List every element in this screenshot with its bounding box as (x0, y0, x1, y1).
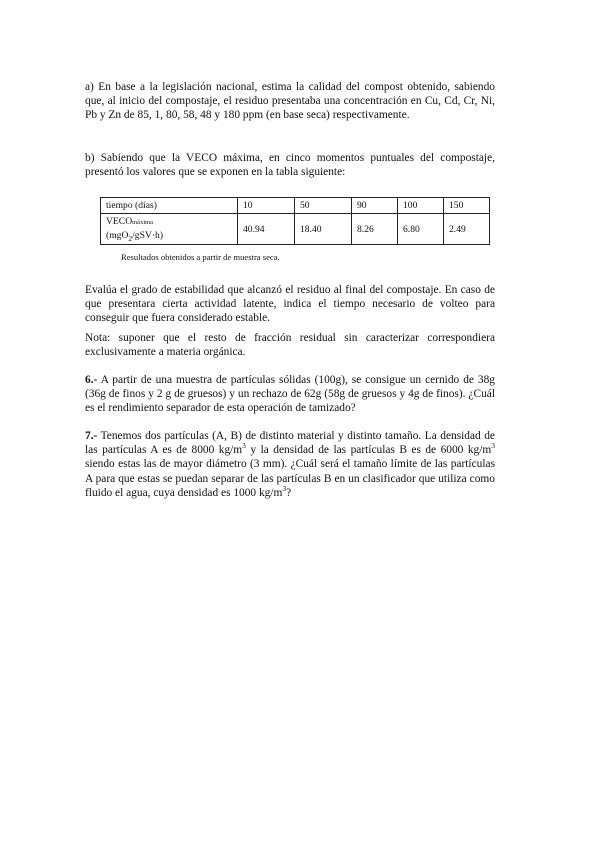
evaluation-question: Evalúa el grado de estabilidad que alcanzó el residuo al final del compostaje. En caso de que presentara cierta actividad latente, indica el tiempo necesario de volteo para conseguir que fuera considerado estable. (85, 284, 495, 325)
veco-unit-a: (mgO (106, 230, 129, 241)
question-7-text-2: y la densidad de las partículas B es de 6000 kg/m (245, 444, 492, 457)
veco-value-cell: 8.26 (352, 214, 398, 245)
question-7-text-4: ? (286, 486, 292, 499)
question-7-text-1: Tenemos dos partículas (A, B) de distinto material y distinto tamaño. La densidad de las partículas A es de 8000 kg/m (85, 430, 495, 457)
veco-unit-b: /gSV·h) (132, 230, 164, 241)
question-6-text: A partir de una muestra de partículas sólidas (100g), se consigue un cernido de 38g (36g de finos y 2 g de gruesos) y un rechazo de 62g (58g de gruesos y 4g de finos). ¿Cuál es el rendimiento separador de esta operación de tamizado? (85, 374, 495, 415)
veco-value-cell: 18.40 (295, 214, 352, 245)
table-row-veco (101, 214, 490, 245)
table-caption: Resultados obtenidos a partir de muestra seca. (121, 252, 280, 262)
veco-value-cell: 6.80 (398, 214, 444, 245)
exponent-3: 3 (491, 441, 495, 451)
veco-value-cell: 40.94 (238, 214, 295, 245)
note-paragraph: Nota: suponer que el resto de fracción residual sin caracterizar correspondiera exclusivamente a materia orgánica. (85, 332, 495, 359)
question-7-number: 7.- (85, 430, 98, 442)
veco-label: VECO (106, 216, 133, 227)
exponent-3: 3 (242, 441, 246, 451)
time-cell: 100 (398, 198, 444, 214)
veco-unit-subscript: 2 (128, 233, 133, 243)
time-cell: 10 (238, 198, 295, 214)
time-header-cell: tiempo (días) (101, 198, 238, 214)
question-7-text-3: siendo estas las de mayor diámetro (3 mm). ¿Cuál será el tamaño límite de las partículas A para que estas se puedan separar de las partículas B en un clasificador que utiliza como fluido el agua, cuya densidad es 1000 kg/m (85, 458, 495, 499)
time-cell: 90 (352, 198, 398, 214)
veco-table (100, 197, 490, 245)
table-row-time (101, 198, 490, 214)
exponent-3: 3 (282, 484, 287, 494)
question-part-a: a) En base a la legislación nacional, estima la calidad del compost obtenido, sabiendo que, al inicio del compostaje, el residuo presentaba una concentración en Cu, Cd, Cr, Ni, Pb y Zn de 85, 1, 80, 58, 48 y 180 ppm (en base seca) respectivamente. (85, 81, 495, 122)
question-6 (85, 373, 495, 416)
veco-header-cell (101, 214, 238, 245)
question-6-number: 6.- (85, 374, 98, 386)
question-7 (85, 429, 495, 500)
question-part-b: b) Sabiendo que la VECO máxima, en cinco momentos puntuales del compostaje, presentó los valores que se exponen en la tabla siguiente: (85, 152, 495, 179)
veco-value-cell: 2.49 (444, 214, 490, 245)
time-cell: 50 (295, 198, 352, 214)
time-cell: 150 (444, 198, 490, 214)
veco-subscript: máxima (132, 219, 154, 226)
